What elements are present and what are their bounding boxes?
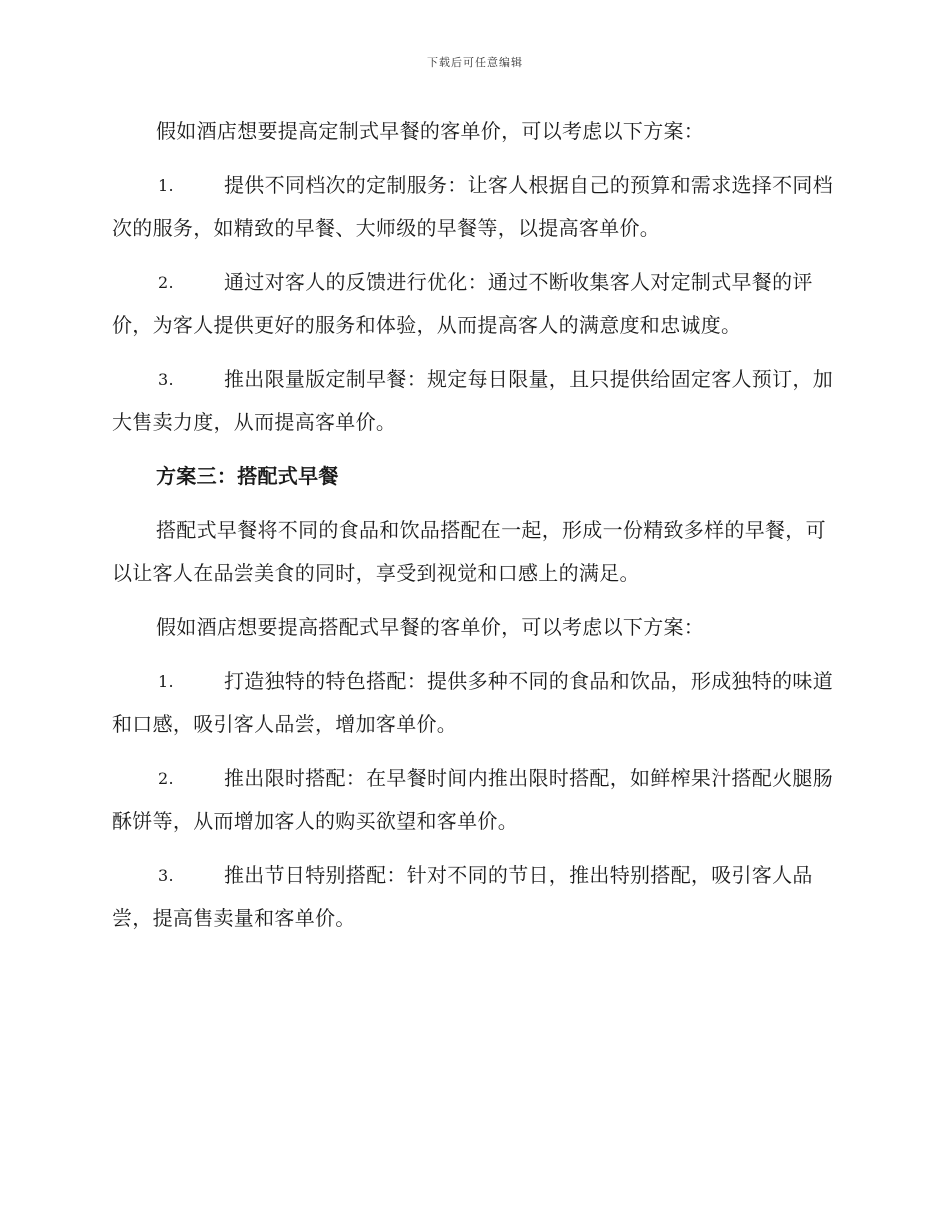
- list-text: 提供不同档次的定制服务：让客人根据自己的预算和需求选择不同档次的服务，如精致的早餐、大师级的早餐等，以提高客单价。: [112, 173, 833, 240]
- list-item: [112, 854, 838, 940]
- list-number: 3.: [158, 866, 174, 885]
- list-item: [112, 757, 838, 843]
- list-text: 推出限时搭配：在早餐时间内推出限时搭配，如鲜榨果汁搭配火腿肠酥饼等，从而增加客人的购买欲望和客单价。: [112, 766, 833, 833]
- list-number: 1.: [158, 176, 174, 195]
- list-number: 2.: [158, 273, 174, 292]
- list-text: 通过对客人的反馈进行优化：通过不断收集客人对定制式早餐的评价，为客人提供更好的服务和体验，从而提高客人的满意度和忠诚度。: [112, 270, 813, 337]
- list-item: [112, 261, 838, 347]
- list-number: 1.: [158, 672, 174, 691]
- section-heading: 方案三：搭配式早餐: [156, 464, 339, 488]
- list-item: [112, 164, 838, 250]
- list-number: 2.: [158, 769, 174, 788]
- list-item: [112, 660, 838, 746]
- header-note: 下载后可任意编辑: [427, 56, 523, 69]
- document-body: [112, 110, 838, 951]
- list-number: 3.: [158, 370, 174, 389]
- intro-paragraph-2: 假如酒店想要提高搭配式早餐的客单价，可以考虑以下方案：: [156, 615, 705, 639]
- list-text: 推出限量版定制早餐：规定每日限量，且只提供给固定客人预订，加大售卖力度，从而提高客单价。: [112, 367, 833, 434]
- list-item: [112, 358, 838, 444]
- list-text: 推出节日特别搭配：针对不同的节日，推出特别搭配，吸引客人品尝，提高售卖量和客单价。: [112, 863, 813, 930]
- intro-paragraph-1: 假如酒店想要提高定制式早餐的客单价，可以考虑以下方案：: [156, 119, 705, 143]
- list-text: 打造独特的特色搭配：提供多种不同的食品和饮品，形成独特的味道和口感，吸引客人品尝，增加客单价。: [112, 669, 833, 736]
- section-description: 搭配式早餐将不同的食品和饮品搭配在一起，形成一份精致多样的早餐，可以让客人在品尝美食的同时，享受到视觉和口感上的满足。: [112, 518, 826, 585]
